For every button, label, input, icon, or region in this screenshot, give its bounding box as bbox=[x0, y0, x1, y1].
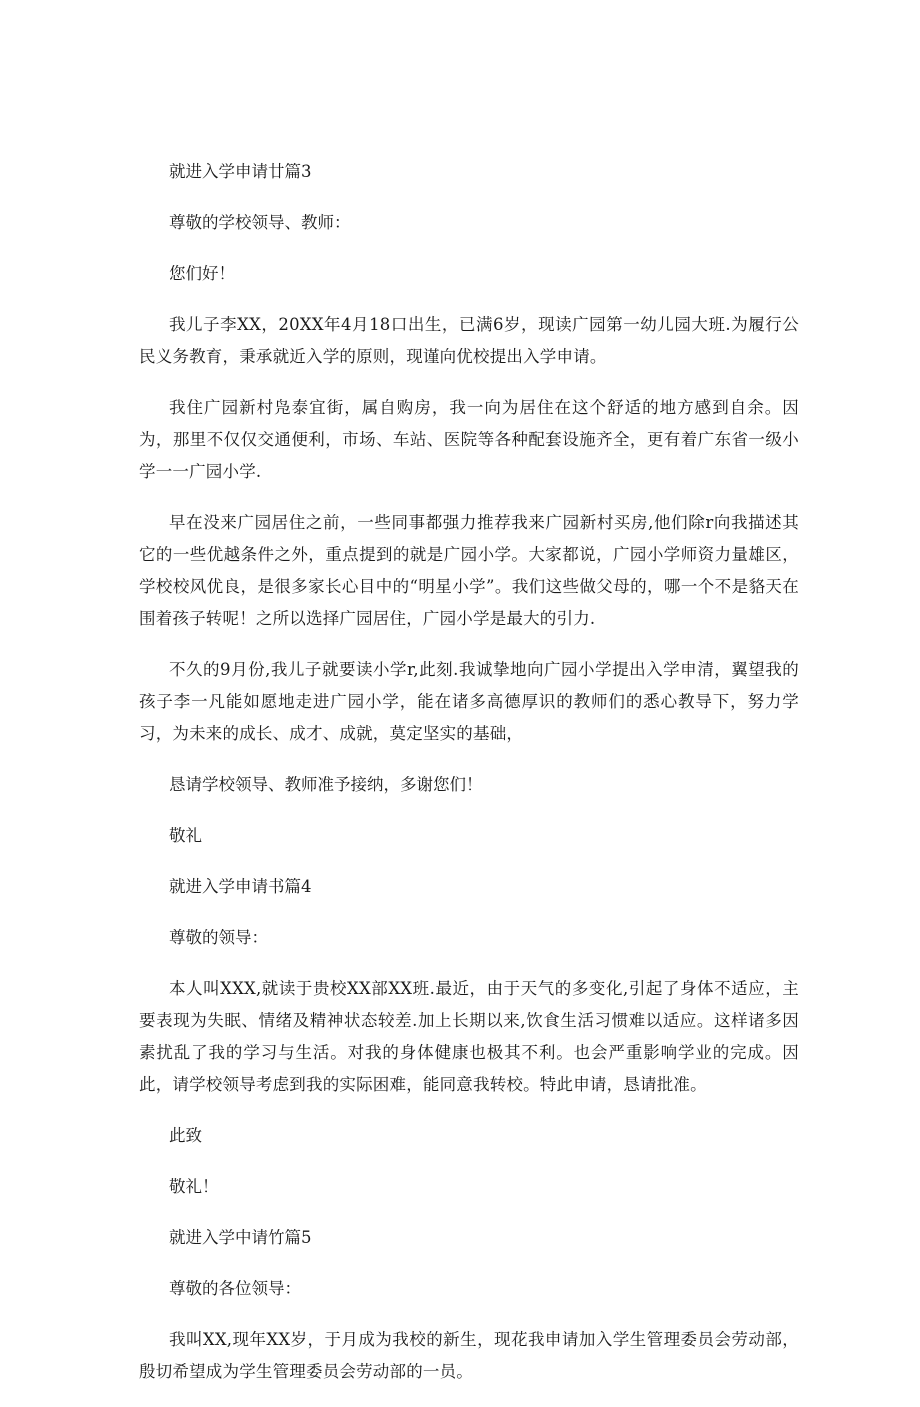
closing-respect-1: 敬礼 bbox=[169, 826, 202, 845]
salutation-1: 尊敬的学校领导、教师： bbox=[169, 213, 351, 232]
paragraph-transfer: 本人叫XXX,就读于贵校XX部XX班.最近，由于天气的多变化,引起了身体不适应，主要表现为失眠、情绪及精神状态较差.加上长期以来,饮食生活习惯难以适应。这样诸多因素扰乱了我的学习与生活。对我的身体健康也极其不利。也会严重影响学业的完成。因此，请学校领导考虑到我的实际困难，能同意我转校。特此申请，恳请批准。 bbox=[139, 979, 799, 1094]
document-body bbox=[139, 156, 799, 1407]
closing-plea: 恳请学校领导、教师准予接纳，多谢您们！ bbox=[169, 775, 483, 794]
section-heading-5: 就进入学中请竹篇5 bbox=[169, 1228, 312, 1247]
salutation-3: 尊敬的各位领导： bbox=[169, 1279, 301, 1298]
section-heading-3: 就进入学申请廿篇3 bbox=[169, 162, 312, 181]
paragraph-request: 不久的9月份,我儿子就要读小学r,此刻.我诚挚地向广园小学提出入学申清，翼望我的孩子李一凡能如愿地走进广园小学，能在诸多高德厚识的教师们的悉心教导下，努力学习，为未来的成长、成才、成就，莫定坚实的基础， bbox=[139, 660, 799, 743]
paragraph-residence: 我住广园新村凫泰宜街，属自购房，我一向为居住在这个舒适的地方感到自余。因为，那里不仅仅交通便利，市场、车站、医院等各种配套设施齐全，更有着广东省一级小学一一广园小学. bbox=[139, 398, 799, 481]
paragraph-reputation: 早在没来广园居住之前，一些同事都强力推荐我来广园新村买房,他们除r向我描述其它的一些优越条件之外，重点提到的就是广园小学。大家都说，广园小学师资力量雄区，学校校风优良，是很多家长心目中的“明星小学”。我们这些做父母的，哪一个不是貉天在围着孩子转呢！之所以选择广园居住，广园小学是最大的引力. bbox=[139, 513, 799, 628]
paragraph-committee: 我叫XX,现年XX岁，于月成为我校的新生，现花我申请加入学生管理委员会劳动部，殷切希望成为学生管理委员会劳动部的一员。 bbox=[139, 1330, 799, 1381]
salutation-2: 尊敬的领导： bbox=[169, 928, 268, 947]
section-heading-4: 就进入学申请书篇4 bbox=[169, 877, 312, 896]
greeting: 您们好！ bbox=[169, 264, 235, 283]
closing-cizhi: 此致 bbox=[169, 1126, 202, 1145]
closing-respect-2: 敬礼！ bbox=[169, 1177, 219, 1196]
paragraph-introduction: 我儿子李XX，20XX年4月18口出生，已满6岁，现读广园第一幼儿园大班.为履行公民义务教育，秉承就近入学的原则，现谨向优校提出入学申请。 bbox=[139, 315, 799, 366]
